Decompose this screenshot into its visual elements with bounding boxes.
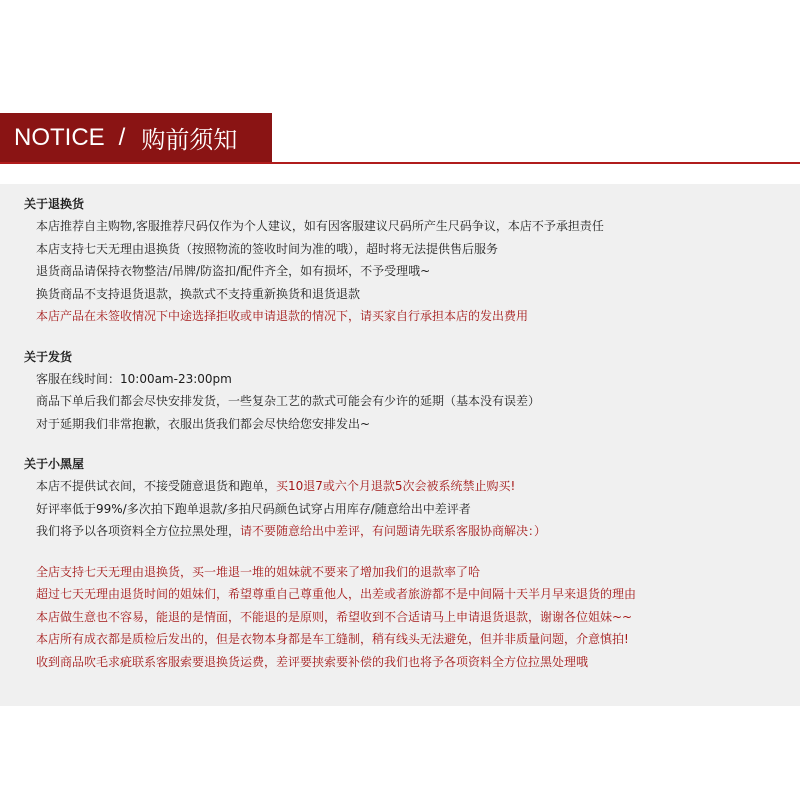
- blackroom-line-1: [24, 475, 794, 498]
- notes-line-5: 收到商品吹毛求疵联系客服索要退换货运费，差评要挟索要补偿的我们也将予各项资料全方位拉黑处理哦: [36, 654, 589, 669]
- returns-line-3: 退货商品请保持衣物整洁/吊牌/防盗扣/配件齐全，如有损坏，不予受理哦~: [36, 264, 431, 278]
- banner-underline: [0, 162, 800, 164]
- shipping-heading: 关于发货: [24, 349, 73, 364]
- notes-section: [24, 561, 794, 674]
- returns-heading: 关于退换货: [24, 197, 85, 211]
- banner-slash: /: [118, 123, 126, 151]
- notes-line-2: 超过七天无理由退货时间的姐妹们，希望尊重自己尊重他人，出差或者旅游都不是中间隔十天半月早来退货的理由: [36, 587, 637, 601]
- notice-content: [24, 193, 794, 673]
- blackroom-heading: 关于小黑屋: [24, 457, 85, 471]
- blackroom-line-3-black: 我们将予以各项资料全方位拉黑处理，: [36, 524, 241, 538]
- returns-line-5: 本店产品在未签收情况下中途选择拒收或申请退款的情况下，请买家自行承担本店的发出费用: [36, 309, 529, 323]
- shipping-line-3: 对于延期我们非常抱歉，衣服出货我们都会尽快给您安排发出~: [36, 416, 371, 431]
- shipping-line-2: 商品下单后我们都会尽快安排发货，一些复杂工艺的款式可能会有少许的延期（基本没有误差）: [36, 394, 541, 408]
- notes-line-1: 全店支持七天无理由退换货，买一堆退一堆的姐妹就不要来了增加我们的退款率了哈: [36, 564, 481, 579]
- blackroom-section: [24, 453, 794, 543]
- blackroom-line-3-red: 请不要随意给出中差评，有问题请先联系客服协商解决：）: [240, 524, 547, 538]
- blackroom-line-3: [24, 520, 794, 543]
- returns-section: [24, 193, 794, 328]
- notes-line-3: 本店做生意也不容易，能退的是情面，不能退的是原则，希望收到不合适请马上申请退货退款，谢谢各位姐妹~~: [36, 609, 633, 624]
- returns-line-2: 本店支持七天无理由退换货（按照物流的签收时间为准的哦），超时将无法提供售后服务: [36, 241, 499, 256]
- notice-label: NOTICE: [14, 123, 105, 151]
- shipping-line-1: 客服在线时间：10:00am-23:00pm: [36, 371, 232, 386]
- blackroom-line-2: 好评率低于99%/多次拍下跑单退款/多拍尺码颜色试穿占用库存/随意给出中差评者: [36, 501, 471, 516]
- notes-line-4: 本店所有成衣都是质检后发出的，但是衣物本身都是车工缝制，稍有线头无法避免，但并非质量问题，介意慎拍!: [36, 632, 629, 646]
- notice-banner: [0, 113, 272, 162]
- blackroom-line-1-black: 本店不提供试衣间，不接受随意退货和跑单，: [36, 479, 277, 493]
- shipping-section: [24, 346, 794, 436]
- banner-title: 购前须知: [141, 127, 238, 154]
- returns-line-1: 本店推荐自主购物,客服推荐尺码仅作为个人建议，如有因客服建议尺码所产生尺码争议，本店不予承担责任: [36, 219, 604, 233]
- blackroom-line-1-red: 买10退7或六个月退款5次会被系统禁止购买!: [276, 479, 516, 493]
- returns-line-4: 换货商品不支持退货退款，换款式不支持重新换货和退货退款: [36, 286, 361, 301]
